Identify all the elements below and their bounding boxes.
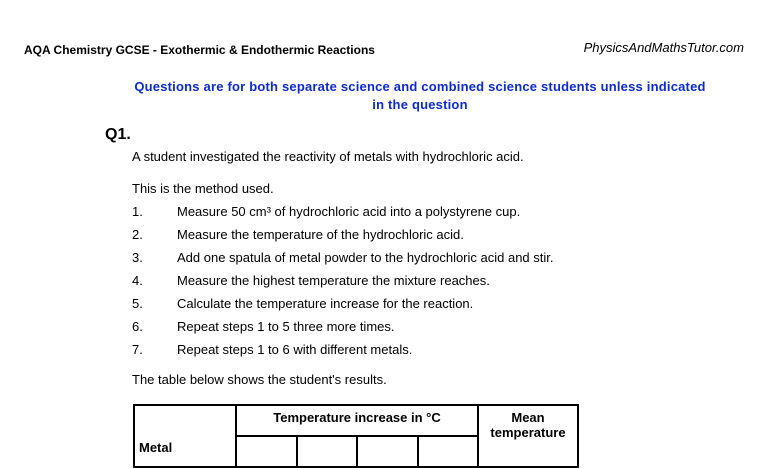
- site-name: PhysicsAndMathsTutor.com: [583, 40, 744, 55]
- method-intro: This is the method used.: [132, 181, 274, 196]
- step-text: Calculate the temperature increase for the reaction.: [177, 296, 474, 311]
- notice-line-1: Questions are for both separate science and combined science students unless indicated: [134, 79, 706, 94]
- question-number: Q1.: [105, 126, 131, 143]
- step-number: 1.: [132, 204, 143, 219]
- step-number: 5.: [132, 296, 143, 311]
- notice-line-2: in the question: [372, 97, 468, 112]
- step-text: Repeat steps 1 to 5 three more times.: [177, 319, 395, 334]
- header-temperature-increase: Temperature increase in °C: [236, 405, 478, 436]
- step-number: 7.: [132, 342, 143, 357]
- step-number: 6.: [132, 319, 143, 334]
- step-number: 4.: [132, 273, 143, 288]
- step-text: Repeat steps 1 to 6 with different metals.: [177, 342, 413, 357]
- step-number: 2.: [132, 227, 143, 242]
- step-text: Measure 50 cm³ of hydrochloric acid into a polystyrene cup.: [177, 204, 521, 219]
- document-title: AQA Chemistry GCSE - Exothermic & Endothermic Reactions: [24, 43, 375, 57]
- step-text: Add one spatula of metal powder to the hydrochloric acid and stir.: [177, 250, 554, 265]
- step-text: Measure the highest temperature the mixture reaches.: [177, 273, 490, 288]
- scope-notice: [80, 78, 760, 114]
- header-mean-temperature: Mean temperature: [478, 405, 578, 467]
- step-number: 3.: [132, 250, 143, 265]
- results-table: [133, 404, 579, 468]
- step-text: Measure the temperature of the hydrochloric acid.: [177, 227, 464, 242]
- question-intro: A student investigated the reactivity of metals with hydrochloric acid.: [132, 149, 524, 164]
- table-intro: The table below shows the student's results.: [132, 372, 387, 387]
- header-metal: Metal: [134, 405, 236, 467]
